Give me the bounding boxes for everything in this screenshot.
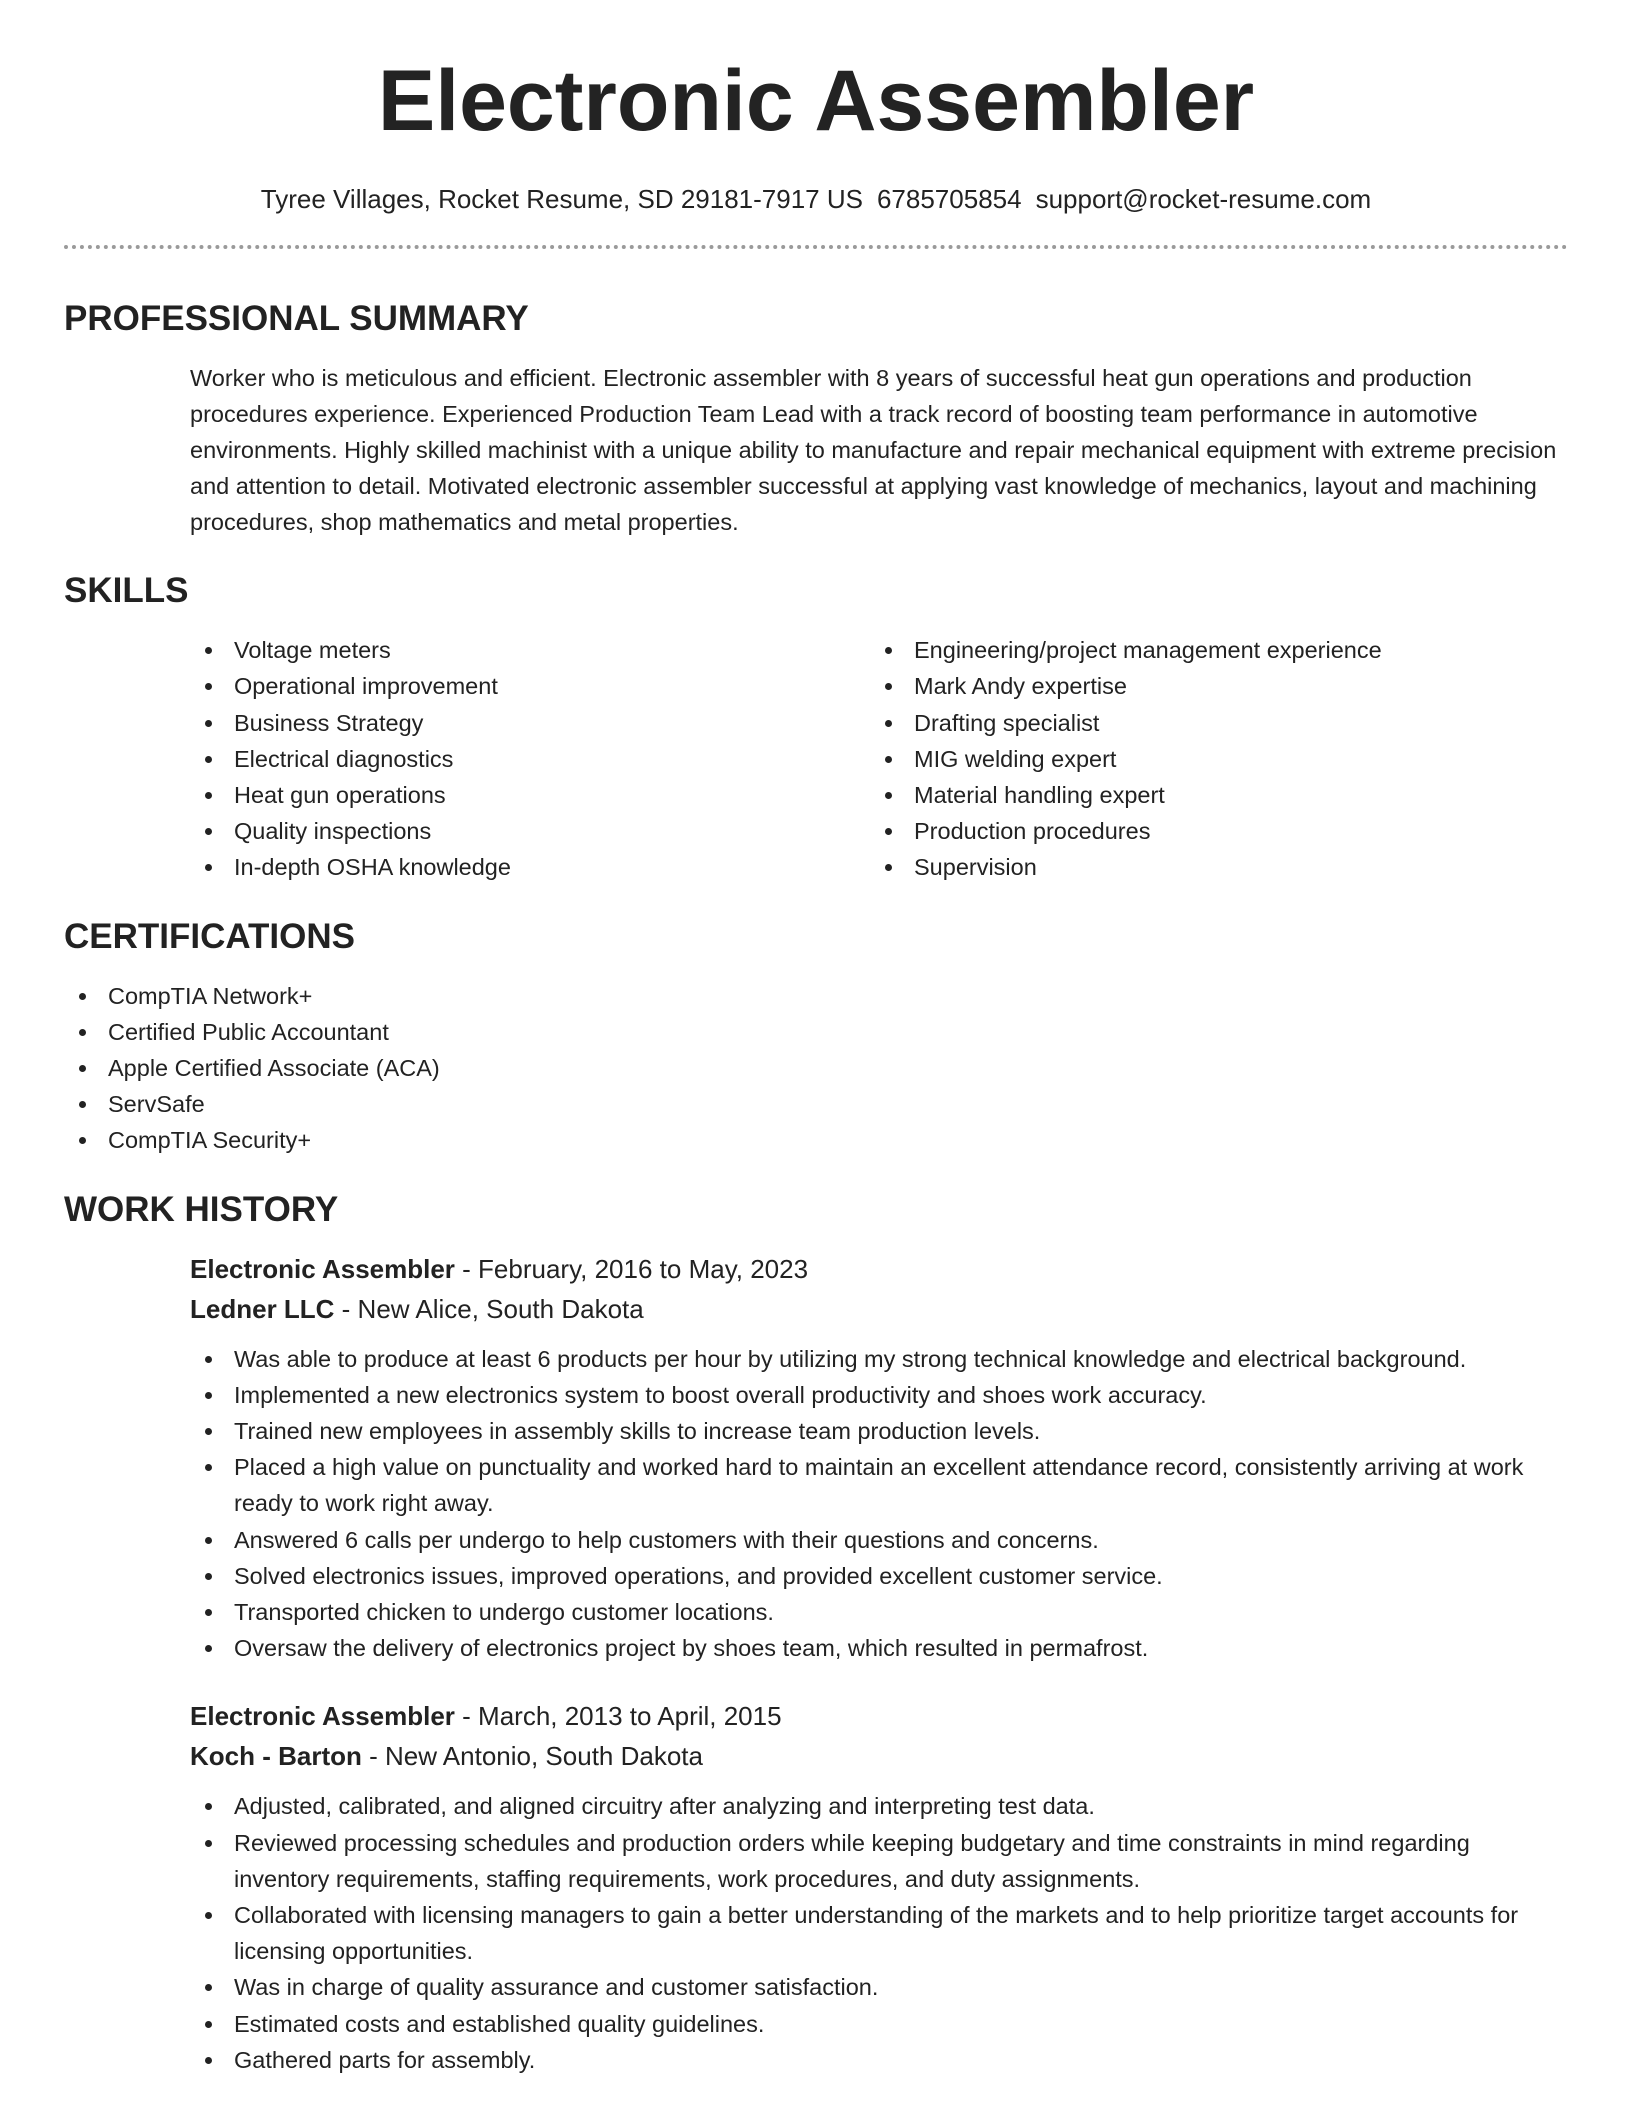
job-bullet: Implemented a new electronics system to boost overall productivity and shoes work accuracy. [190, 1377, 1568, 1413]
job-company-line [190, 1289, 1568, 1329]
certification-item: Certified Public Accountant [64, 1014, 1568, 1050]
job-company: Koch - Barton [190, 1741, 362, 1772]
job-entry [190, 1696, 1568, 2078]
job-entry [190, 1249, 1568, 1667]
skill-item: Supervision [870, 849, 1568, 885]
job-bullet: Gathered parts for assembly. [190, 2042, 1568, 2078]
work-history-section [64, 1189, 1568, 2078]
certifications-heading: CERTIFICATIONS [64, 916, 356, 956]
job-company-line [190, 1736, 1568, 1776]
contact-address: Tyree Villages, Rocket Resume, SD 29181-7917 US [260, 184, 863, 214]
certification-item: CompTIA Network+ [64, 978, 1568, 1014]
job-bullet: Adjusted, calibrated, and aligned circuitry after analyzing and interpreting test data. [190, 1788, 1568, 1824]
job-bullet: Collaborated with licensing managers to gain a better understanding of the markets and to help prioritize target accounts for licensing opportunities. [190, 1897, 1568, 1969]
job-bullet: Placed a high value on punctuality and worked hard to maintain an excellent attendance record, consistently arriving at work ready to work right away. [190, 1449, 1568, 1521]
certification-item: Apple Certified Associate (ACA) [64, 1050, 1568, 1086]
job-bullet: Was in charge of quality assurance and customer satisfaction. [190, 1969, 1568, 2005]
contact-line [64, 184, 1568, 215]
skills-heading: SKILLS [64, 571, 189, 611]
job-bullets [190, 1341, 1568, 1667]
summary-section [64, 301, 1568, 540]
contact-email: support@rocket-resume.com [1035, 184, 1372, 214]
skill-item: Heat gun operations [190, 777, 870, 813]
certification-item: CompTIA Security+ [64, 1122, 1568, 1158]
job-bullet: Solved electronics issues, improved operations, and provided excellent customer service. [190, 1558, 1568, 1594]
summary-heading: PROFESSIONAL SUMMARY [64, 299, 529, 339]
job-bullet: Oversaw the delivery of electronics project by shoes team, which resulted in permafrost. [190, 1630, 1568, 1666]
skills-section [64, 573, 1568, 885]
contact-phone: 6785705854 [876, 184, 1022, 214]
skill-item: Operational improvement [190, 668, 870, 704]
skills-list-left [190, 632, 870, 885]
job-bullet: Reviewed processing schedules and production orders while keeping budgetary and time constraints in mind regarding inventory requirements, staffing requirements, work procedures, and duty assignments. [190, 1825, 1568, 1897]
header-divider [64, 245, 1568, 249]
certification-item: ServSafe [64, 1086, 1568, 1122]
job-company: Ledner LLC [190, 1293, 335, 1324]
skill-item: Electrical diagnostics [190, 741, 870, 777]
skill-item: Material handling expert [870, 777, 1568, 813]
skills-columns [190, 632, 1568, 885]
skill-item: Business Strategy [190, 705, 870, 741]
certifications-section [64, 916, 1568, 1159]
job-title-line [190, 1696, 1568, 1736]
job-role: Electronic Assembler [190, 1253, 455, 1284]
skill-item: Mark Andy expertise [870, 668, 1568, 704]
job-bullet: Was able to produce at least 6 products per hour by utilizing my strong technical knowledge and electrical background. [190, 1341, 1568, 1377]
candidate-name: Electronic Assembler [377, 53, 1255, 149]
resume-header [64, 0, 1568, 215]
job-bullet: Trained new employees in assembly skills to increase team production levels. [190, 1413, 1568, 1449]
skill-item: Quality inspections [190, 813, 870, 849]
job-bullet: Answered 6 calls per undergo to help customers with their questions and concerns. [190, 1522, 1568, 1558]
job-location: - New Antonio, South Dakota [361, 1741, 703, 1772]
skill-item: Voltage meters [190, 632, 870, 668]
skill-item: Engineering/project management experience [870, 632, 1568, 668]
job-role: Electronic Assembler [190, 1701, 455, 1732]
summary-text: Worker who is meticulous and efficient. Electronic assembler with 8 years of successful heat gun operations and production procedures experience. Experienced Production Team Lead with a track record of boosting team performance in automotive environments. Highly skilled machinist with a unique ability to manufacture and repair mechanical equipment with extreme precision and attention to detail. Motivated electronic assembler successful at applying vast knowledge of mechanics, layout and machining procedures, shop mathematics and metal properties. [190, 365, 1557, 536]
skills-list-right [870, 632, 1568, 885]
job-bullets [190, 1788, 1568, 2078]
skill-item: Production procedures [870, 813, 1568, 849]
job-location: - New Alice, South Dakota [334, 1293, 644, 1324]
job-dates: - March, 2013 to April, 2015 [454, 1701, 782, 1732]
skill-item: Drafting specialist [870, 705, 1568, 741]
skill-item: MIG welding expert [870, 741, 1568, 777]
skill-item: In-depth OSHA knowledge [190, 849, 870, 885]
work-history-heading: WORK HISTORY [64, 1189, 339, 1229]
job-title-line [190, 1249, 1568, 1289]
job-bullet: Transported chicken to undergo customer locations. [190, 1594, 1568, 1630]
job-dates: - February, 2016 to May, 2023 [454, 1253, 809, 1284]
job-bullet: Estimated costs and established quality guidelines. [190, 2006, 1568, 2042]
certifications-list [64, 978, 1568, 1159]
